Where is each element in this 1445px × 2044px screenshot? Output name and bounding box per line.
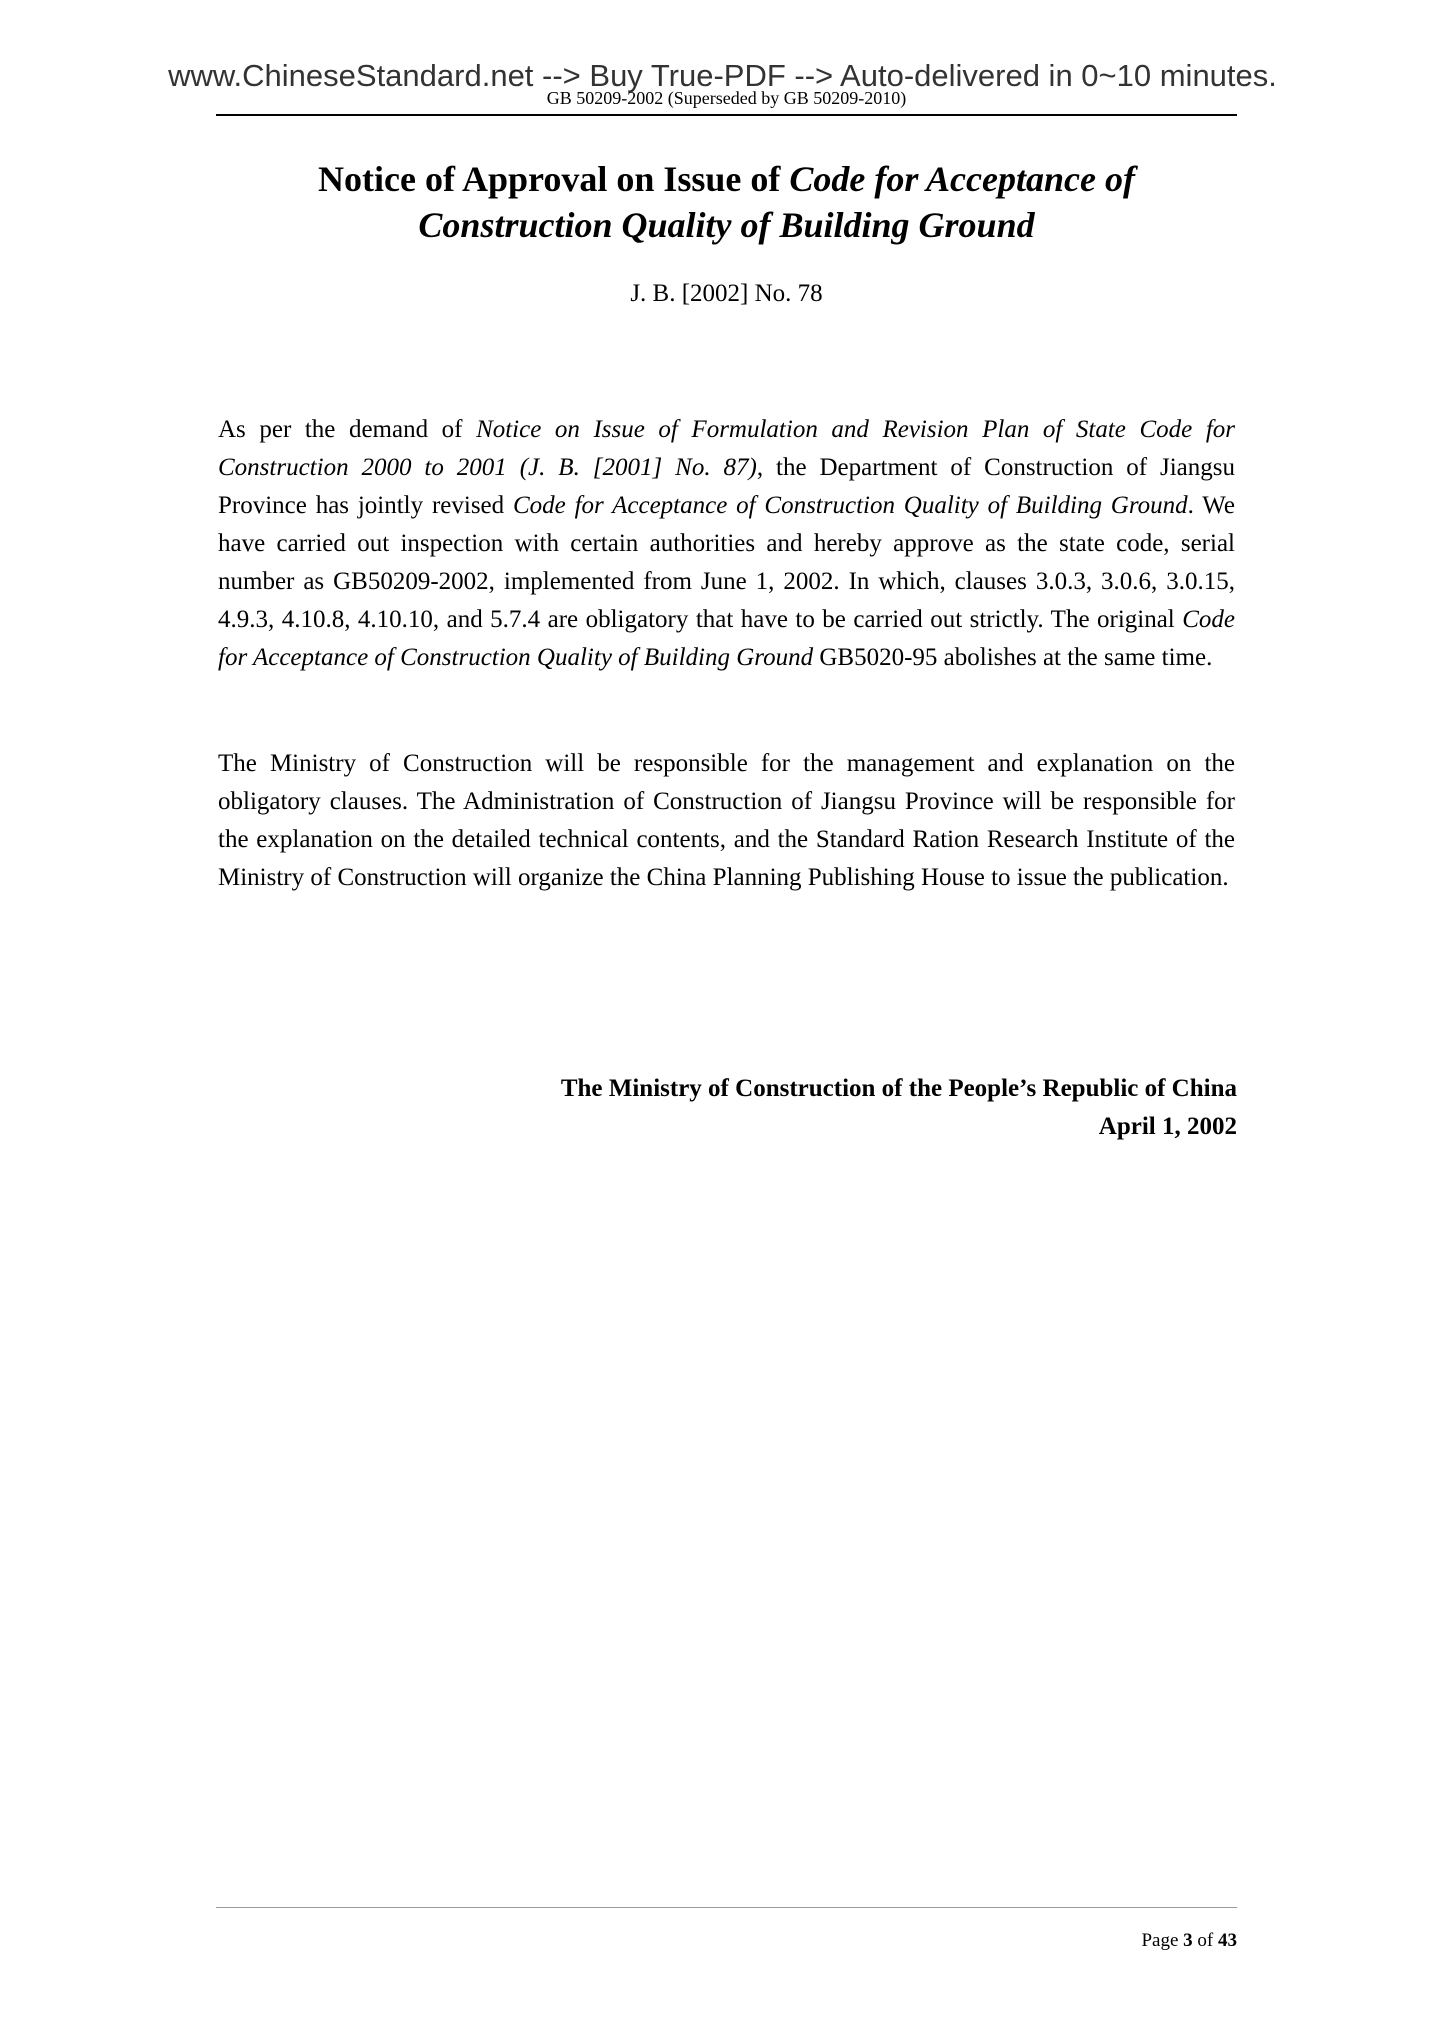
paragraph-approval xyxy=(218,411,1235,677)
p1-text-2: , the Department of Construction of Jiangsu Province has jointly revised xyxy=(218,454,1235,519)
header-divider xyxy=(216,114,1237,116)
issuer-name: The Ministry of Construction of the People’s Republic of China xyxy=(560,1075,1237,1102)
p1-original-code-title: Code for Acceptance of Construction Quality of Building Ground xyxy=(218,606,1235,671)
watermark-banner: www.ChineseStandard.net --> Buy True-PDF --> Auto-delivered in 0~10 minutes. xyxy=(168,58,1277,93)
footer-divider xyxy=(216,1907,1237,1908)
of-label: of xyxy=(1192,1930,1218,1951)
total-pages: 43 xyxy=(1218,1930,1237,1951)
paragraph-responsibility: The Ministry of Construction will be responsible for the management and explanation on the obligatory clauses. The Administration of Construction of Jiangsu Province will be responsible for the explanation on the detailed technical contents, and the Standard Ration Research Institute of the Ministry of Construction will organize the China Planning Publishing House to issue the publication. xyxy=(218,750,1235,891)
p1-text-3: . We have carried out inspection with certain authorities and hereby approve as the state code, serial number as GB50209-2002, implemented from June 1, 2002. In which, clauses 3.0.3, 3.0.6, 3.0.15, 4.9.3, 4.10.8, 4.10.10, and 5.7.4 are obligatory that have to be carried out strictly. The original xyxy=(218,492,1235,633)
page-number xyxy=(216,1930,1237,1952)
p1-notice-reference: Notice on Issue of Formulation and Revision Plan of State Code for Construction 2000 to 2001 (J. B. [2001] No. 87) xyxy=(218,416,1235,481)
document-number: J. B. [2002] No. 78 xyxy=(630,280,823,307)
running-header: GB 50209-2002 (Superseded by GB 50209-2010) xyxy=(546,88,907,108)
current-page: 3 xyxy=(1183,1930,1193,1951)
signature-block xyxy=(216,1070,1237,1146)
title-italic-line1: Code for Acceptance of xyxy=(789,159,1135,199)
p1-text-4: GB5020-95 abolishes at the same time. xyxy=(813,644,1213,671)
title-prefix: Notice of Approval on Issue of xyxy=(318,159,790,199)
page-title xyxy=(216,156,1237,248)
p1-text-1: As per the demand of xyxy=(218,416,477,443)
issue-date: April 1, 2002 xyxy=(1098,1113,1237,1140)
p1-code-title: Code for Acceptance of Construction Quality of Building Ground xyxy=(512,492,1188,519)
title-italic-line2: Construction Quality of Building Ground xyxy=(418,205,1035,245)
page-label: Page xyxy=(1141,1930,1184,1951)
